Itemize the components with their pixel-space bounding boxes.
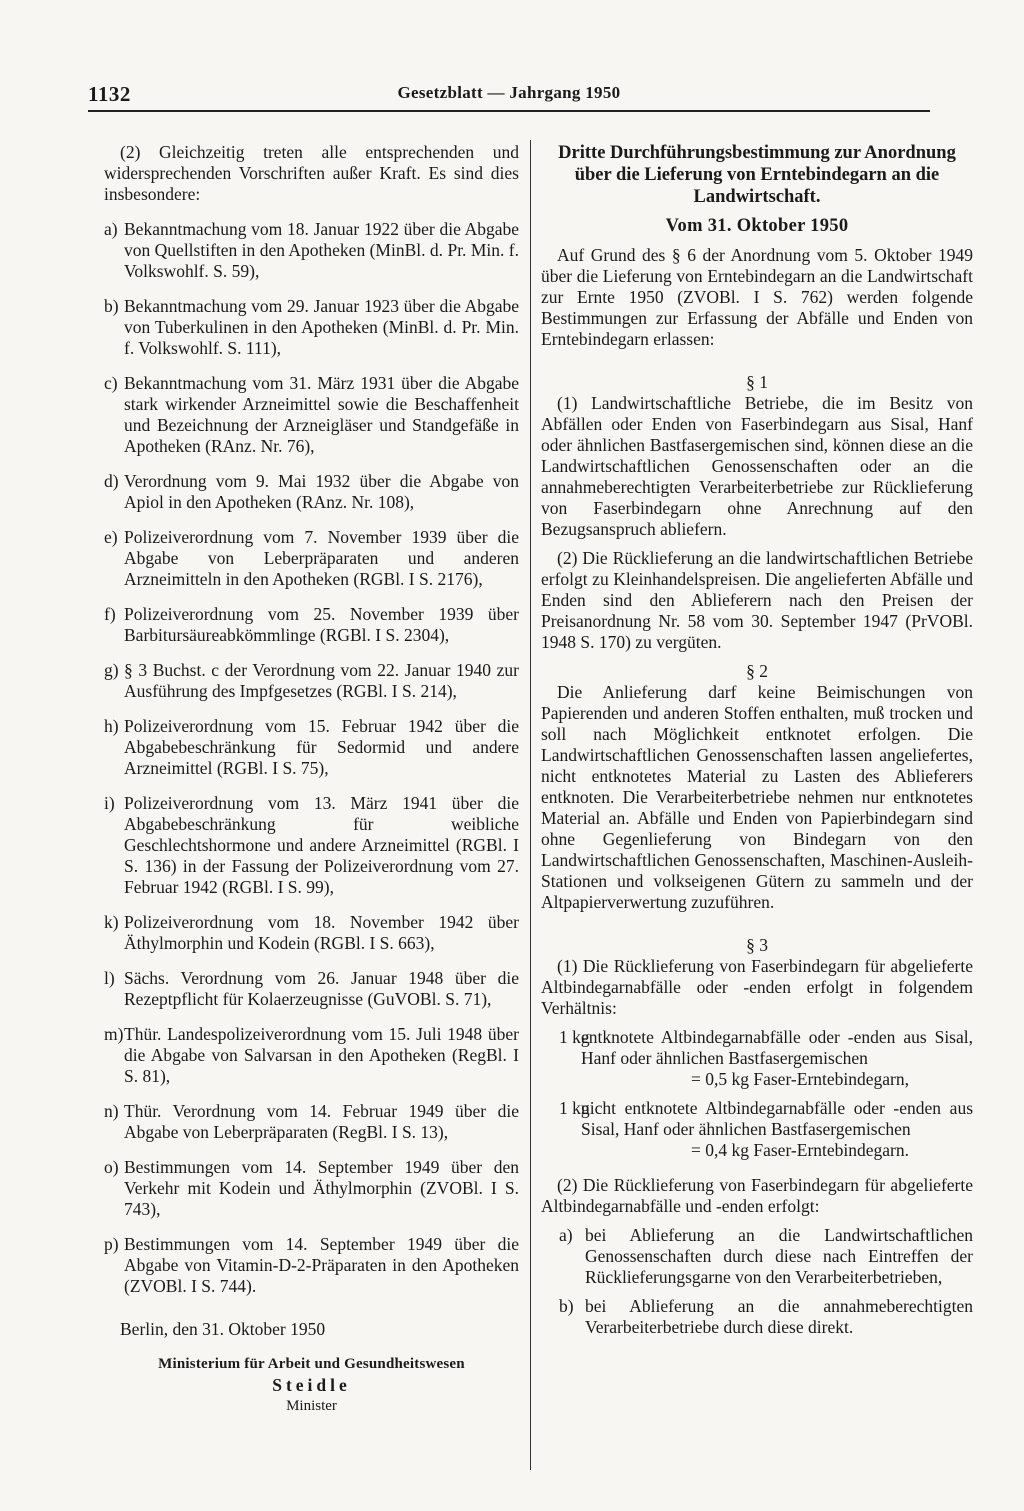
- list-item: [104, 471, 519, 513]
- list-item-text: Sächs. Verordnung vom 26. Januar 1948 über die Rezeptpflicht für Kolaerzeugnisse (GuVOBl. S. 71),: [124, 968, 519, 1009]
- ratio-entry-1: [541, 1027, 973, 1090]
- list-item-marker: i): [104, 793, 115, 813]
- list-item-marker: o): [104, 1157, 119, 1177]
- list-item-marker: d): [104, 471, 119, 491]
- list-item-text: Bestimmungen vom 14. September 1949 über den Verkehr mit Kodein und Äthylmorphin (ZVOBl. I S. 743),: [124, 1157, 519, 1219]
- list-item-marker: p): [104, 1234, 119, 1254]
- left-column: [104, 142, 519, 1417]
- ratio-entry-2: [541, 1098, 973, 1161]
- list-item-marker: n): [104, 1101, 119, 1121]
- list-item: [104, 660, 519, 702]
- section-1-paragraph-1: (1) Landwirtschaftliche Betriebe, die im Besitz von Abfällen oder Enden von Faserbindegarn aus Sisal, Hanf oder ähnlichen Bastfasergemischen sind, können diese an die Landwirtschaftlichen Genossenschaften oder an die annahmeberechtigten Verarbeiterbetriebe zur Rücklieferung von Faserbindegarn ohne Anrechnung auf den Bezugsanspruch abliefern.: [541, 393, 973, 539]
- list-item-marker: k): [104, 912, 119, 932]
- list-item: [104, 296, 519, 359]
- list-item-text: § 3 Buchst. c der Verordnung vom 22. Januar 1940 zur Ausführung des Impfgesetzes (RGBl. I S. 214),: [124, 660, 519, 701]
- list-item-marker: a): [104, 219, 118, 239]
- section-3-paragraph-2: (2) Die Rücklieferung von Faserbindegarn für abgelieferte Altbindegarnabfälle und -enden erfolgt:: [541, 1175, 973, 1216]
- right-column: [541, 142, 973, 1338]
- journal-title: Gesetzblatt — Jahrgang 1950: [397, 83, 621, 102]
- list-item: [104, 1157, 519, 1220]
- list-item-text: Bekanntmachung vom 18. Januar 1922 über die Abgabe von Quellstiften in den Apotheken (MinBl. d. Pr. Min. f. Volkswohlf. S. 59),: [124, 219, 519, 281]
- list-item-text: Bekanntmachung vom 31. März 1931 über die Abgabe stark wirkender Arzneimittel sowie die Beschaffenheit und Bezeichnung der Arzneigläser und Standgefäße in Apotheken (RAnz. Nr. 76),: [124, 373, 519, 456]
- document-date: Vom 31. Oktober 1950: [665, 216, 849, 236]
- list-item-text: Polizeiverordnung vom 13. März 1941 über die Abgabebeschränkung für weibliche Geschlechtshormone und andere Arzneimittel (RGBl. I S. 136) in der Fassung der Polizeiverordnung vom 27. Februar 1942 (RGBl. I S. 99),: [124, 793, 519, 897]
- list-item: [104, 1024, 519, 1087]
- page-header: [88, 80, 930, 112]
- list-item-text: Polizeiverordnung vom 25. November 1939 über Barbitursäureabkömmlinge (RGBl. I S. 2304),: [124, 604, 519, 645]
- section-1-paragraph-2: (2) Die Rücklieferung an die landwirtschaftlichen Betriebe erfolgt zu Kleinhandelspreisen. Die angelieferten Abfälle und Enden sind den Ablieferern nach den Preisen der Preisanordnung Nr. 58 vom 30. September 1947 (PrVOBl. 1948 S. 170) zu vergüten.: [541, 548, 973, 652]
- list-item-text: Polizeiverordnung vom 15. Februar 1942 über die Abgabebeschränkung für Sedormid und andere Arzneimittel (RGBl. I S. 75),: [124, 716, 519, 778]
- list-item-marker: l): [104, 968, 115, 988]
- case-b-text: bei Ablieferung an die annahmeberechtigten Verarbeiterbetriebe durch diese direkt.: [585, 1296, 973, 1337]
- list-item: [104, 793, 519, 898]
- repealed-regulations-list: [104, 205, 519, 1297]
- list-item: [104, 912, 519, 954]
- delivery-case-a: [541, 1225, 973, 1288]
- list-item-marker: h): [104, 716, 119, 736]
- list-item-text: Thür. Landespolizeiverordnung vom 15. Juli 1948 über die Abgabe von Salvarsan in den Apotheken (RegBl. I S. 81),: [124, 1024, 519, 1086]
- list-item-text: Thür. Verordnung vom 14. Februar 1949 über die Abgabe von Leberpräparaten (RegBl. I S. 13),: [124, 1101, 519, 1142]
- list-item-marker: b): [104, 296, 119, 316]
- ratio-1-text: entknotete Altbindegarnabfälle oder -enden aus Sisal, Hanf oder ähnlichen Bastfasergemischen: [581, 1027, 973, 1068]
- list-item-text: Polizeiverordnung vom 7. November 1939 über die Abgabe von Leberpräparaten und anderen Arzneimitteln in den Apotheken (RGBl. I S. 2176),: [124, 527, 519, 589]
- signer-title: Minister: [286, 1398, 337, 1414]
- list-item-marker: m): [104, 1024, 124, 1044]
- section-3-heading: § 3: [746, 935, 768, 955]
- delivery-case-b: [541, 1296, 973, 1338]
- list-item: [104, 604, 519, 646]
- list-item-text: Polizeiverordnung vom 18. November 1942 über Äthylmorphin und Kodein (RGBl. I S. 663),: [124, 912, 519, 953]
- list-item-marker: c): [104, 373, 118, 393]
- list-item: [104, 527, 519, 590]
- ministry-name: Ministerium für Arbeit und Gesundheitswesen: [158, 1356, 465, 1372]
- section-2-paragraph: Die Anlieferung darf keine Beimischungen von Papierenden und anderen Stoffen enthalten, muß trocken und soll nach Möglichkeit entknotet erfolgen. Die Landwirtschaftlichen Genossenschaften lassen angeliefertes, nicht entknotetes Material zu Lasten des Ablieferers entknoten. Die Verarbeiterbetriebe nehmen nur entknotetes Material an. Abfälle und Enden von Papierbindegarn sind ohne Gegenlieferung von Bindegarn von den Landwirtschaftlichen Genossenschaften, Maschinen-Ausleih-Stationen und volkseigenen Gütern zu sammeln und der Altpapierverwertung zuzuführen.: [541, 682, 973, 912]
- list-item: [104, 219, 519, 282]
- ratio-1-result: = 0,5 kg Faser-Erntebindegarn,: [691, 1069, 909, 1089]
- section-2-heading: § 2: [746, 661, 768, 681]
- list-item: [104, 968, 519, 1010]
- list-item: [104, 1234, 519, 1297]
- section-1-heading: § 1: [746, 372, 768, 392]
- case-b-marker: b): [559, 1296, 574, 1316]
- document-title: Dritte Durchführungsbestimmung zur Anordnung über die Lieferung von Erntebindegarn an die Landwirtschaft.: [558, 143, 956, 207]
- list-item: [104, 1101, 519, 1143]
- list-item-marker: f): [104, 604, 116, 624]
- section-3-paragraph-1: (1) Die Rücklieferung von Faserbindegarn für abgelieferte Altbindegarnabfälle oder -enden erfolgt in folgendem Verhältnis:: [541, 956, 973, 1018]
- list-item-marker: g): [104, 660, 119, 680]
- list-item-text: Bekanntmachung vom 29. Januar 1923 über die Abgabe von Tuberkulinen in den Apotheken (MinBl. d. Pr. Min. f. Volkswohlf. S. 111),: [124, 296, 519, 358]
- list-item-marker: e): [104, 527, 118, 547]
- ratio-1-quantity: 1 kg: [559, 1027, 590, 1047]
- ratio-2-text: nicht entknotete Altbindegarnabfälle oder -enden aus Sisal, Hanf oder ähnlichen Bastfasergemischen: [581, 1098, 973, 1139]
- case-a-text: bei Ablieferung an die Landwirtschaftlichen Genossenschaften durch diese nach Eintreffen der Rücklieferungsgarne von den Verarbeiterbetrieben,: [585, 1225, 973, 1287]
- case-a-marker: a): [559, 1225, 573, 1245]
- ratio-2-result: = 0,4 kg Faser-Erntebindegarn.: [691, 1140, 909, 1160]
- page-number: 1132: [88, 82, 131, 106]
- list-item: [104, 716, 519, 779]
- preamble: Auf Grund des § 6 der Anordnung vom 5. Oktober 1949 über die Lieferung von Erntebindegarn an die Landwirtschaft zur Ernte 1950 (ZVOBl. I S. 762) werden folgende Bestimmungen zur Erfassung der Abfälle und Enden von Erntebindegarn erlassen:: [541, 245, 973, 349]
- list-item: [104, 373, 519, 457]
- intro-paragraph: (2) Gleichzeitig treten alle entsprechenden und widersprechenden Vorschriften außer Kraft. Es sind dies insbesondere:: [104, 142, 519, 204]
- ratio-2-quantity: 1 kg: [559, 1098, 590, 1118]
- place-date: Berlin, den 31. Oktober 1950: [120, 1319, 326, 1339]
- column-divider: [530, 140, 531, 1470]
- list-item-text: Verordnung vom 9. Mai 1932 über die Abgabe von Apiol in den Apotheken (RAnz. Nr. 108),: [124, 471, 519, 512]
- signer-name: Steidle: [272, 1375, 351, 1395]
- list-item-text: Bestimmungen vom 14. September 1949 über die Abgabe von Vitamin-D-2-Präparaten in den Apotheken (ZVOBl. I S. 744).: [124, 1234, 519, 1296]
